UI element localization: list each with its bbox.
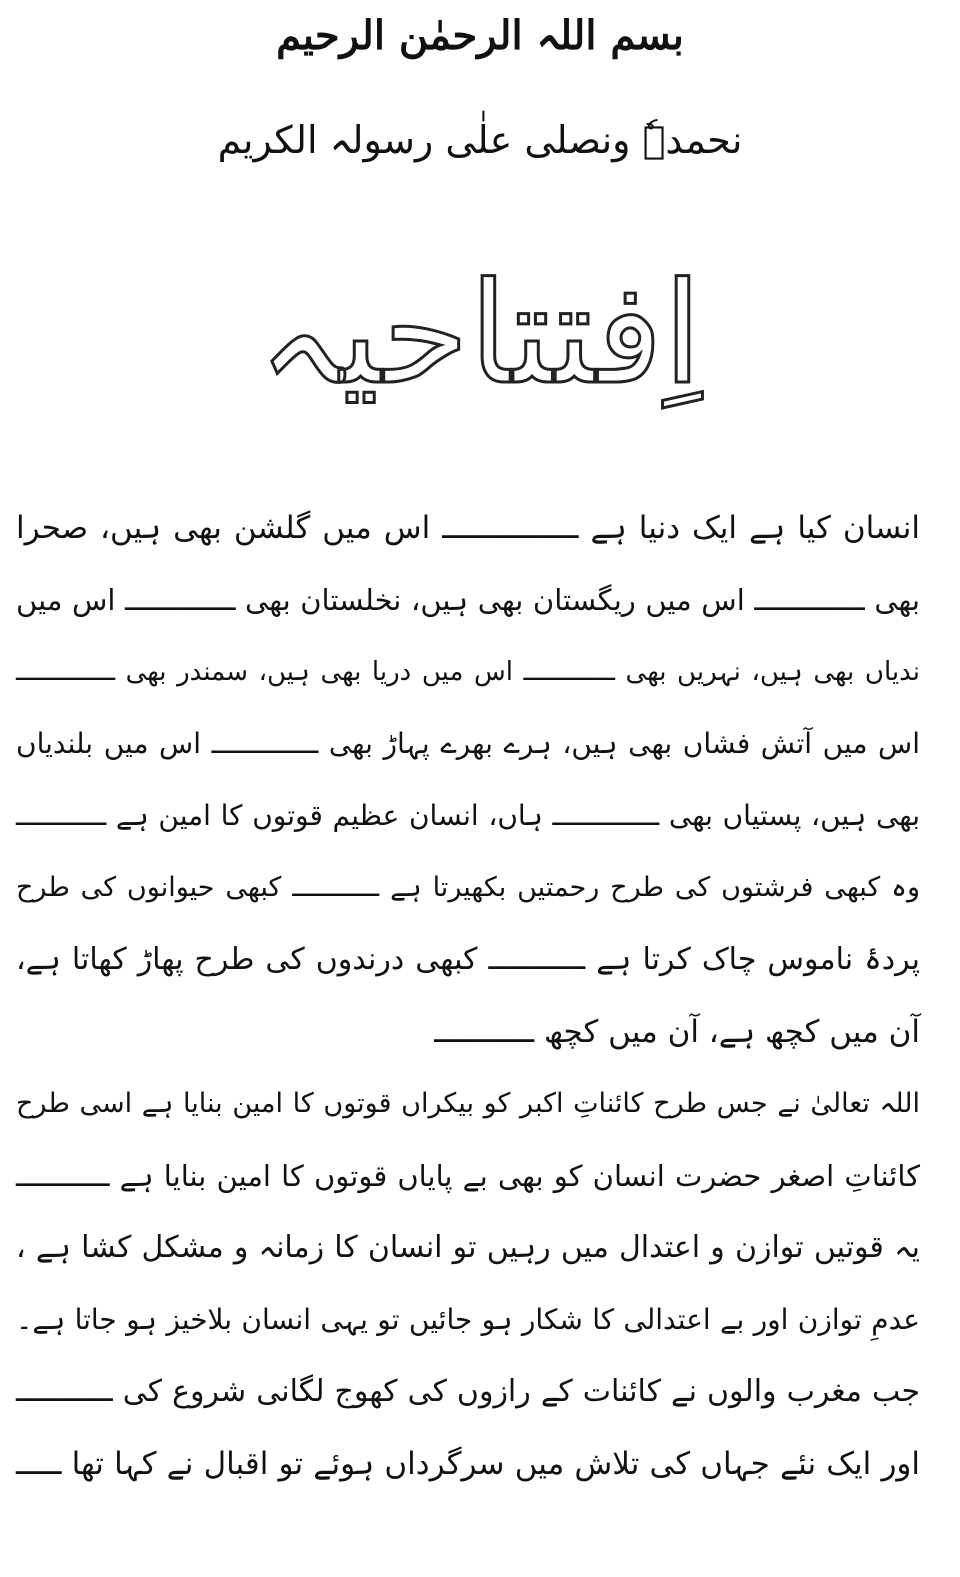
text-line: ندیاں بھی ہیں، نہریں بھی ــــــــــــ اس میں دریا بھی ہیں، سمندر بھی ـــــــــــــ [16, 657, 920, 687]
body-text [16, 492, 920, 1500]
text-line: پردۂ ناموس چاک کرتا ہے ـــــــــــ کبھی درندوں کی طرح پھاڑ کھاتا ہے، [16, 942, 920, 977]
blessing-line: نحمدہٗ ونصلی علٰی رسولہ الکریم [217, 118, 743, 162]
text-line: کائناتِ اصغر حضرت انسان کو بھی بے پایاں قوتوں کا امین بنایا ہے ـــــــــــ [16, 1159, 920, 1193]
bismillah-heading: بسم اللہ الرحمٰن الرحیم [276, 12, 684, 59]
text-line: بھی ـــــــــــــ اس میں ریگستان بھی ہیں، نخلستان بھی ـــــــــــــ اس میں [16, 583, 920, 617]
text-line: عدمِ توازن اور بے اعتدالی کا شکار ہو جائیں تو یہی انسان بلاخیز ہو جاتا ہے۔ [16, 1303, 920, 1336]
text-line: انسان کیا ہے ایک دنیا ہے ـــــــــــــــ اس میں گلشن بھی ہیں، صحرا [16, 510, 920, 546]
text-line: اللہ تعالیٰ نے جس طرح کائناتِ اکبر کو بیکراں قوتوں کا امین بنایا ہے اسی طرح [16, 1088, 920, 1119]
text-line: آن میں کچھ ہے، آن میں کچھ ـــــــــــ [434, 1014, 920, 1050]
text-line: بھی ہیں، پستیاں بھی ـــــــــــــ ہاں، انسان عظیم قوتوں کا امین ہے ـــــــــــ [16, 799, 920, 832]
text-line: اور ایک نئے جہاں کی تلاش میں سرگرداں ہوئے تو اقبال نے کہا تھا ـــــ [16, 1446, 920, 1482]
text-line: اس میں آتش فشاں بھی ہیں، ہرے بھرے پہاڑ بھی ـــــــــــــ اس میں بلندیاں [16, 727, 920, 760]
page-title: اِفتتاحیہ [258, 253, 702, 416]
text-line: جب مغرب والوں نے کائنات کے رازوں کی کھوج لگانی شروع کی ـــــــــــ [16, 1374, 920, 1409]
text-line: یہ قوتیں توازن و اعتدال میں رہیں تو انسان کا زمانہ و مشکل کشا ہے ، [16, 1230, 920, 1265]
text-line: وہ کبھی فرشتوں کی طرح رحمتیں بکھیرتا ہے ـــــــــــ کبھی حیوانوں کی طرح [16, 872, 920, 903]
